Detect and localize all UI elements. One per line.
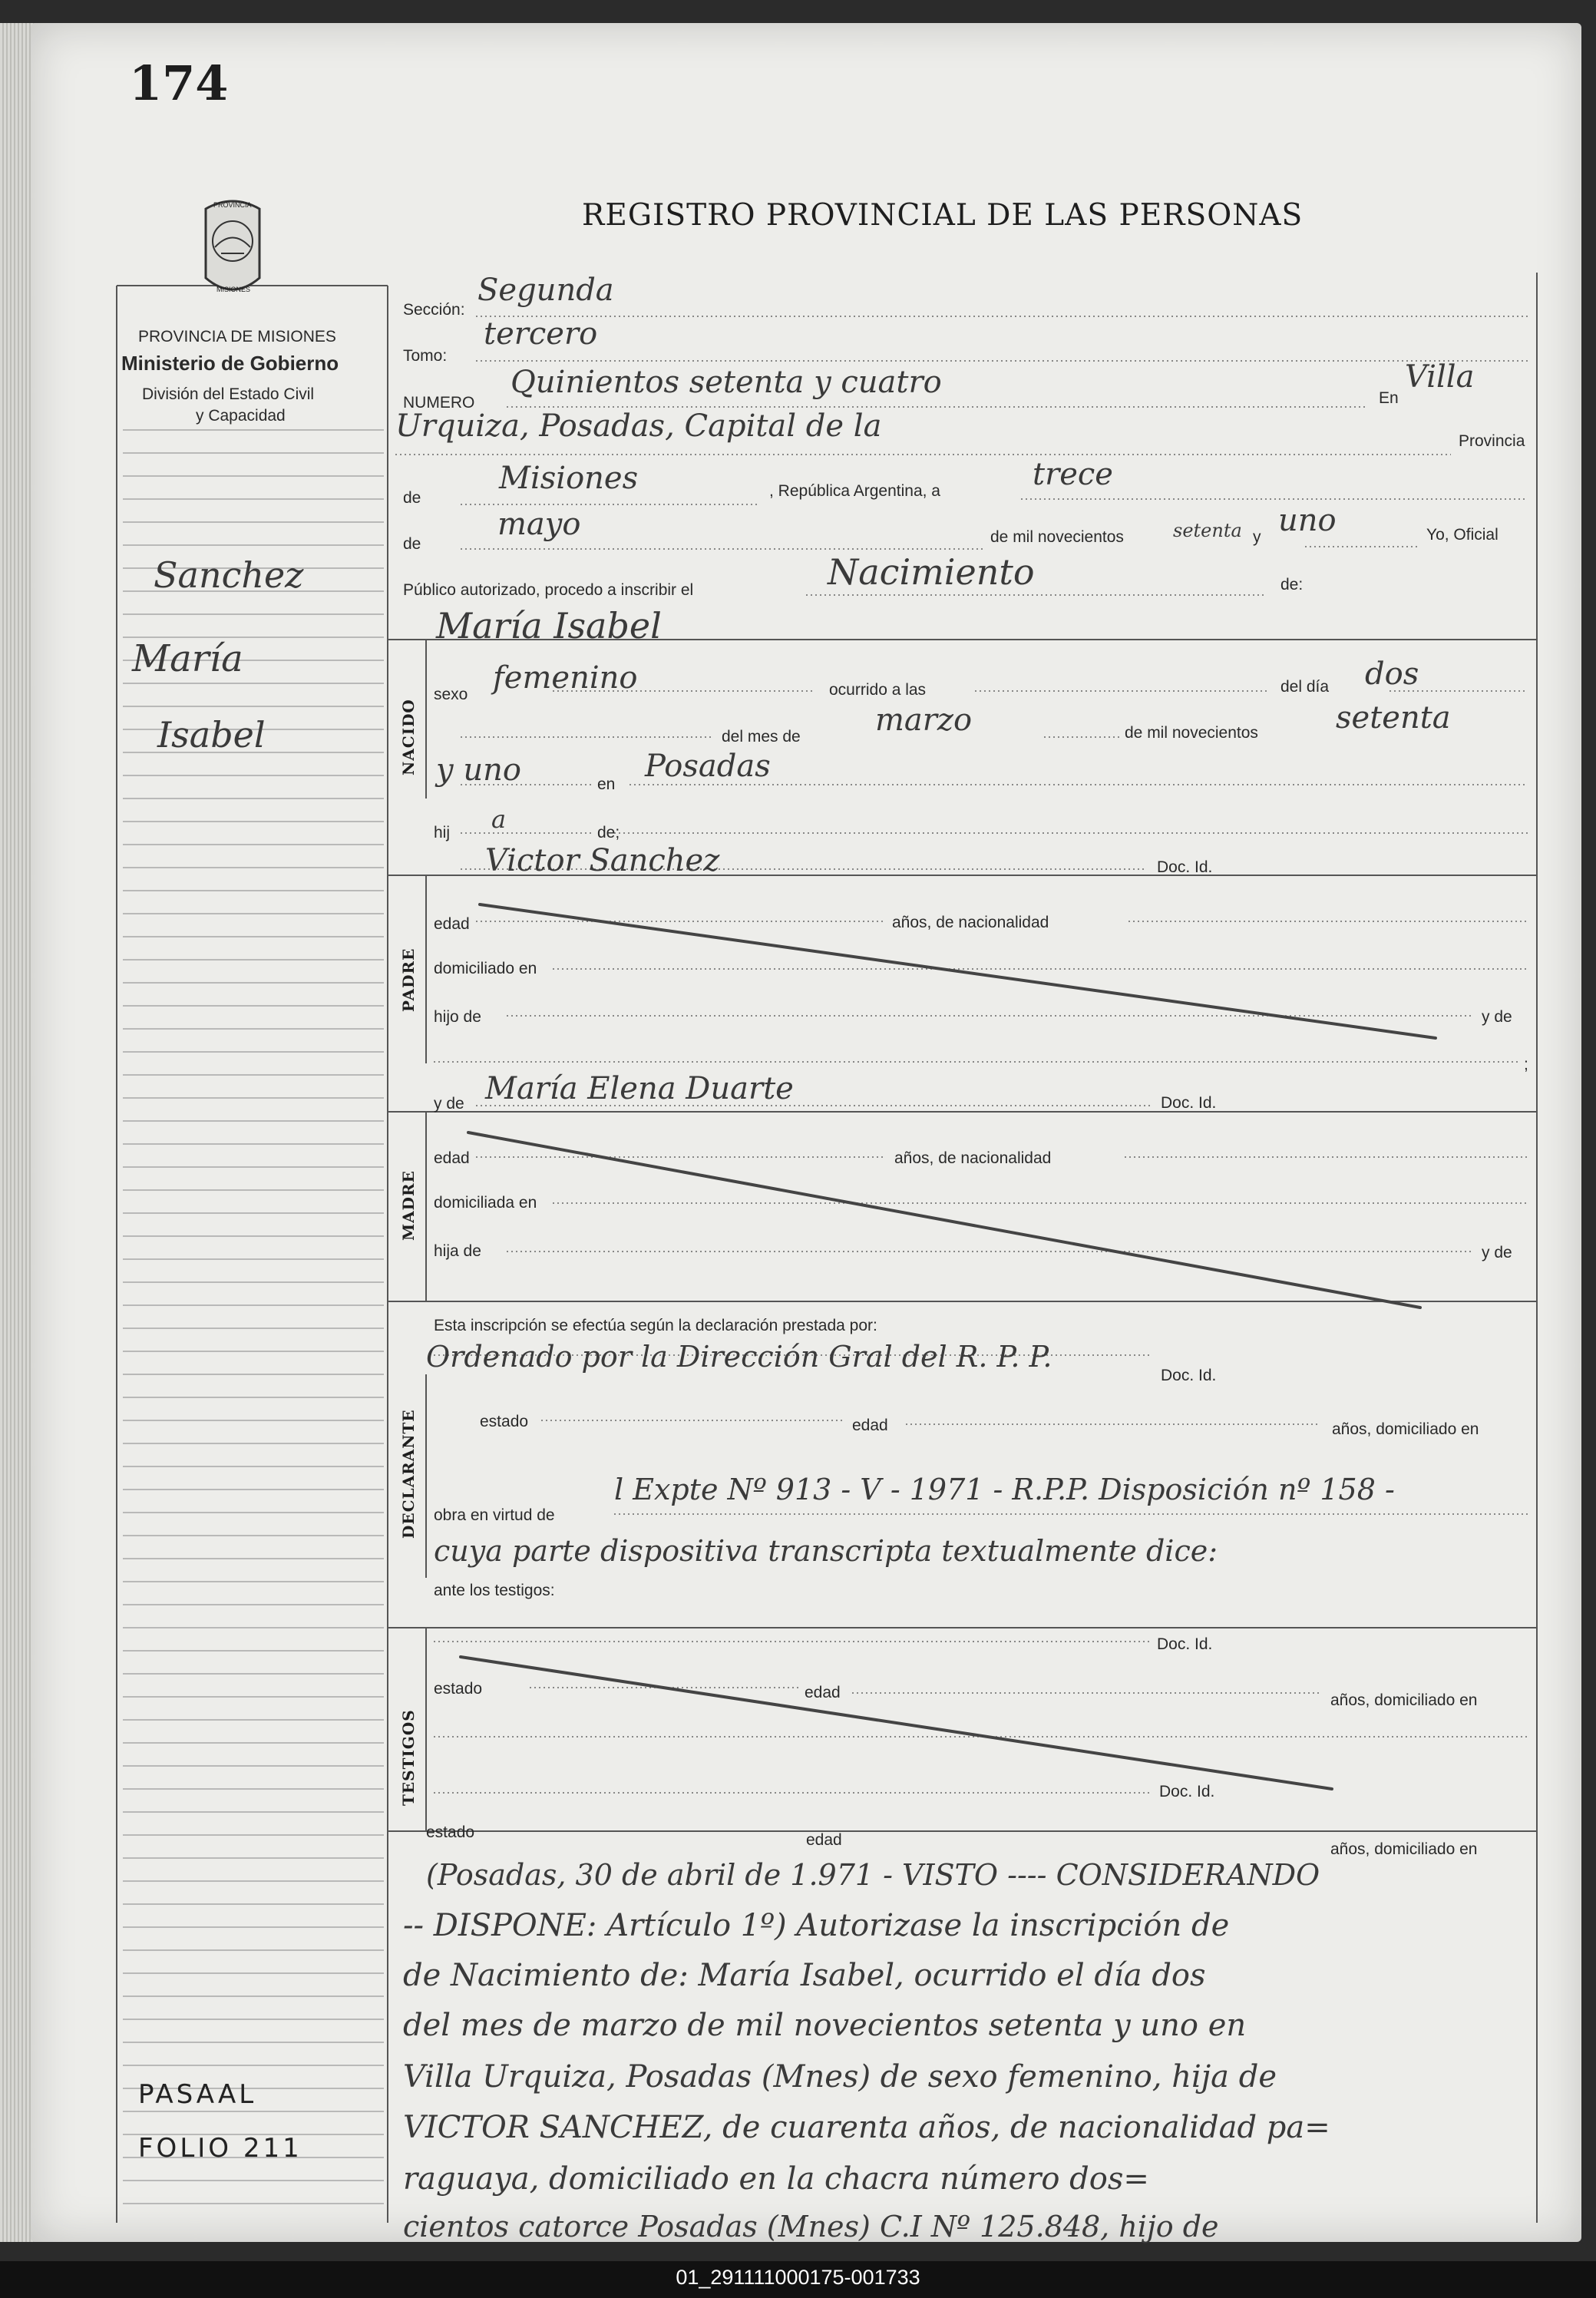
label-dom-declarante: años, domiciliado en	[1332, 1420, 1479, 1438]
label-dom-madre: domiciliada en	[434, 1194, 537, 1212]
label-nac-padre: años, de nacionalidad	[892, 914, 1049, 931]
label-edad-madre: edad	[434, 1149, 470, 1167]
transcript-line4: del mes de marzo de mil novecientos setenta y uno en	[403, 2008, 1247, 2043]
label-y: y	[1253, 528, 1261, 546]
value-obra-1: l Expte Nº 913 - V - 1971 - R.P.P. Disposición nº 158 -	[614, 1473, 1395, 1506]
section-testigos: TESTIGOS	[399, 1709, 418, 1806]
margin-given-name2: Isabel	[157, 714, 266, 756]
label-provincia: Provincia	[1459, 432, 1525, 450]
value-acto: Nacimiento	[828, 551, 1035, 593]
label-y-de-padre: y de	[1482, 1008, 1512, 1026]
file-id: 01_291111000175-001733	[676, 2266, 920, 2289]
folio-number: 174	[129, 55, 229, 111]
value-declarante: Ordenado por la Dirección Gral del R. P. P.	[426, 1340, 1052, 1374]
value-en-2: Urquiza, Posadas, Capital de la	[395, 408, 882, 444]
value-mes: mayo	[497, 507, 581, 542]
registry-title: REGISTRO PROVINCIAL DE LAS PERSONAS	[582, 198, 1304, 233]
label-de-mil: de mil novecientos	[990, 528, 1124, 546]
province-name: PROVINCIA DE MISIONES	[138, 328, 336, 346]
label-edad-testigo1: edad	[805, 1684, 841, 1701]
label-del-dia: del día	[1280, 678, 1330, 696]
provincial-seal-icon	[198, 193, 267, 316]
ministry-name: Ministerio de Gobierno	[121, 352, 339, 375]
label-edad-testigo2: edad	[806, 1831, 842, 1849]
label-de-mes: de	[403, 535, 421, 553]
value-tomo: tercero	[484, 316, 598, 352]
section-padre: PADRE	[399, 947, 418, 1012]
value-dia: trece	[1033, 457, 1113, 492]
margin-surname: Sanchez	[154, 554, 304, 596]
label-inscripcion: Esta inscripción se efectúa según la declaración prestada por:	[434, 1317, 877, 1334]
label-y-de-madre2: y de	[1482, 1244, 1512, 1261]
margin-rules	[123, 430, 384, 2204]
margin-folio: FOLIO 211	[138, 2133, 302, 2164]
label-doc-padre: Doc. Id.	[1157, 858, 1213, 876]
label-dom-padre: domiciliado en	[434, 960, 537, 977]
label-doc-testigo2: Doc. Id.	[1159, 1783, 1215, 1800]
label-hija-de: hija de	[434, 1242, 481, 1260]
seal-top-text: PROVINCIA	[213, 201, 252, 209]
value-en-1: Villa	[1405, 359, 1475, 395]
transcript-line3: de Nacimiento de: María Isabel, ocurrido el día dos	[403, 1958, 1206, 1993]
value-obra-2: cuya parte dispositiva transcripta textualmente dice:	[434, 1534, 1218, 1568]
label-de-colon: de:	[1280, 576, 1304, 594]
seal-bottom-text: MISIONES	[216, 286, 251, 293]
label-doc-declarante: Doc. Id.	[1161, 1367, 1217, 1384]
label-yo-oficial: Yo, Oficial	[1426, 526, 1499, 544]
label-doc-testigo1: Doc. Id.	[1157, 1635, 1213, 1653]
label-ante: ante los testigos:	[434, 1582, 555, 1599]
value-mes-nac: marzo	[875, 703, 973, 738]
value-seccion: Segunda	[477, 273, 614, 308]
value-anio-1: setenta	[1173, 520, 1242, 541]
section-madre: MADRE	[399, 1170, 418, 1241]
label-seccion: Sección:	[403, 301, 465, 319]
division-line2: y Capacidad	[196, 407, 286, 425]
transcript-line5: Villa Urquiza, Posadas (Mnes) de sexo femenino, hija de	[403, 2059, 1277, 2095]
label-estado-testigo2: estado	[426, 1824, 475, 1841]
value-lugar-nac: Posadas	[645, 749, 771, 784]
value-hij-suffix: a	[491, 805, 507, 834]
label-sexo: sexo	[434, 686, 468, 703]
label-de-semicolon: de;	[597, 824, 620, 841]
transcript-line6: VICTOR SANCHEZ, de cuarenta años, de nacionalidad pa=	[403, 2110, 1330, 2145]
label-ocurrido: ocurrido a las	[829, 681, 927, 699]
value-dia-nac: dos	[1365, 656, 1419, 692]
label-tomo: Tomo:	[403, 347, 448, 365]
transcript-line2: -- DISPONE: Artículo 1º) Autorizase la inscripción de	[403, 1908, 1230, 1943]
label-publico: Público autorizado, procedo a inscribir el	[403, 581, 694, 599]
value-sexo: femenino	[493, 660, 638, 696]
margin-pasaal: PASAAL	[138, 2079, 257, 2110]
label-hijo-de: hijo de	[434, 1008, 481, 1026]
label-de-provincia: de	[403, 489, 421, 507]
label-republica: , República Argentina, a	[769, 482, 940, 500]
section-nacido: NACIDO	[399, 699, 418, 775]
label-en-lugar: en	[597, 775, 616, 793]
label-en: En	[1379, 389, 1399, 407]
value-anio-2: uno	[1278, 503, 1337, 538]
label-de-mil-nov: de mil novecientos	[1125, 724, 1258, 742]
section-declarante: DECLARANTE	[399, 1409, 418, 1539]
label-doc-madre: Doc. Id.	[1161, 1094, 1217, 1112]
transcript-line1: (Posadas, 30 de abril de 1.971 - VISTO ---- CONSIDERANDO	[426, 1858, 1320, 1892]
label-edad-declarante: edad	[852, 1417, 888, 1434]
label-edad-padre: edad	[434, 915, 470, 933]
margin-given-name1: María	[132, 637, 243, 680]
label-obra: obra en virtud de	[434, 1506, 555, 1524]
label-dom-testigo2: años, domiciliado en	[1330, 1840, 1478, 1858]
value-provincia: Misiones	[499, 461, 639, 496]
testigos-cancel-stroke	[461, 1657, 1332, 1789]
label-y-de-madre: y de	[434, 1095, 464, 1113]
label-estado-declarante: estado	[480, 1413, 529, 1430]
value-madre: María Elena Duarte	[485, 1071, 794, 1106]
value-anio-nac-1: setenta	[1336, 700, 1451, 736]
transcript-line8: cientos catorce Posadas (Mnes) C.I Nº 125.848, hijo de	[403, 2210, 1219, 2243]
label-del-mes: del mes de	[722, 728, 801, 746]
value-numero: Quinientos setenta y cuatro	[511, 365, 942, 400]
label-numero: NUMERO	[403, 394, 475, 412]
label-hij: hij	[434, 824, 451, 841]
value-padre: Victor Sanchez	[485, 843, 720, 878]
value-anio-nac-2: y uno	[436, 752, 521, 788]
label-dom-testigo1: años, domiciliado en	[1330, 1691, 1478, 1709]
division-line1: División del Estado Civil	[142, 385, 315, 403]
label-semicolon: ;	[1524, 1056, 1528, 1073]
value-nombre: María Isabel	[436, 605, 662, 646]
label-estado-testigo1: estado	[434, 1680, 483, 1698]
label-nac-madre: años, de nacionalidad	[894, 1149, 1052, 1167]
transcript-line7: raguaya, domiciliado en la chacra número dos=	[403, 2161, 1149, 2197]
